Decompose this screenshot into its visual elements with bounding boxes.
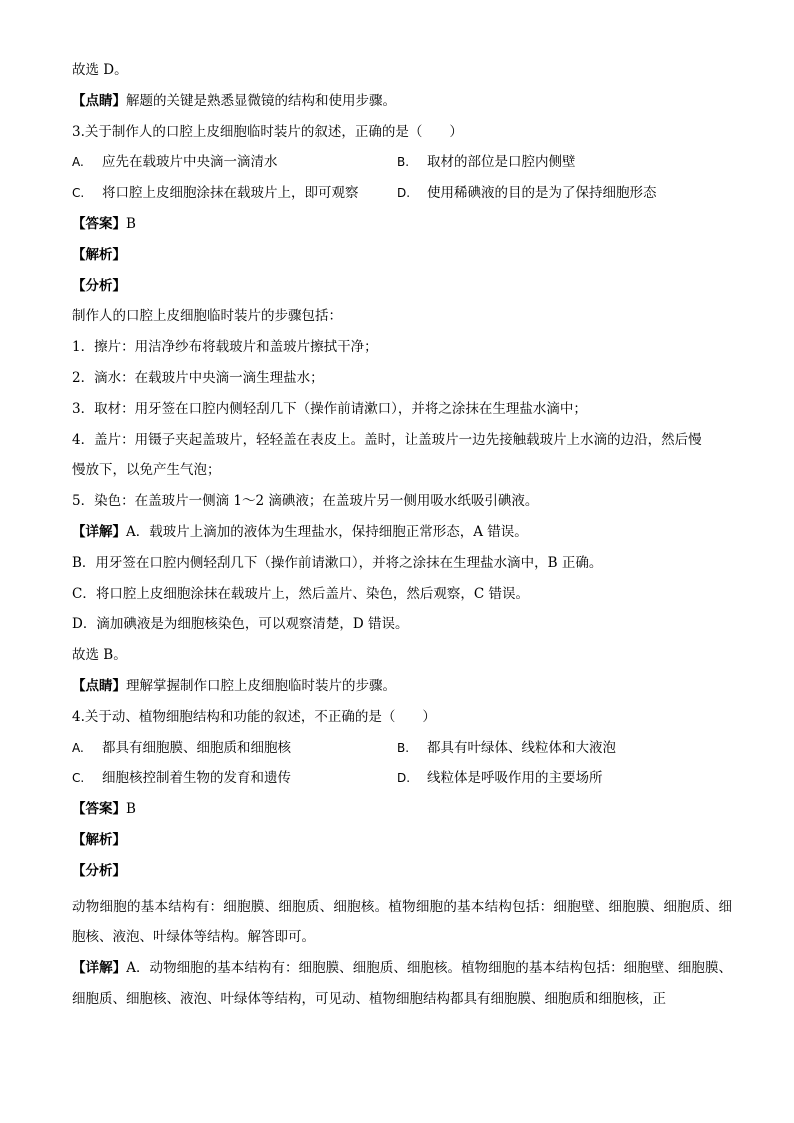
q4-option-d: D. 线粒体是呼吸作用的主要场所 xyxy=(397,770,603,787)
step-3: 3．取材：用牙签在口腔内侧轻刮几下（操作前请漱口），并将之涂抹在生理盐水滴中； xyxy=(72,400,587,417)
dianjing-tag: 【点睛】 xyxy=(72,92,126,109)
q4-answer xyxy=(72,799,732,819)
fenxi-heading: 【分析】 xyxy=(72,277,126,294)
detail-c: C．将口腔上皮细胞涂抹在载玻片上，然后盖片、染色，然后观察，C 错误。 xyxy=(72,585,529,602)
q4-option-c: C. 细胞核控制着生物的发育和遗传 xyxy=(72,770,291,787)
choice-line: 故选 D。 xyxy=(72,62,128,78)
step-4b: 慢放下，以免产生气泡； xyxy=(72,462,221,479)
jiexi-heading-2: 【解析】 xyxy=(72,831,126,848)
steps-intro: 制作人的口腔上皮细胞临时装片的步骤包括： xyxy=(72,308,342,325)
q3-options-row-1 xyxy=(72,152,732,172)
dianjing-tag-2: 【点睛】 xyxy=(72,677,126,694)
step-2: 2．滴水：在载玻片中央滴一滴生理盐水； xyxy=(72,369,324,386)
question-3: 3.关于制作人的口腔上皮细胞临时装片的叙述，正确的是（ ） xyxy=(72,123,463,140)
q3-option-a: A. 应先在载玻片中央滴一滴清水 xyxy=(72,154,278,171)
q3-option-b: B. 取材的部位是口腔内侧壁 xyxy=(397,154,576,171)
step-4a: 4．盖片：用镊子夹起盖玻片，轻轻盖在表皮上。盖时，让盖玻片一边先接触载玻片上水滴的边沿，然后慢 xyxy=(72,431,702,448)
answer-tag-2: 【答案】 xyxy=(72,801,126,818)
fenxi-heading-2: 【分析】 xyxy=(72,862,126,879)
step-5: 5．染色：在盖玻片一侧滴 1～2 滴碘液；在盖玻片另一侧用吸水纸吸引碘液。 xyxy=(72,493,539,510)
q3-options-row-2 xyxy=(72,183,732,203)
q3-option-d: D. 使用稀碘液的目的是为了保持细胞形态 xyxy=(397,185,657,202)
answer-tag: 【答案】 xyxy=(72,215,126,232)
answer-value: B xyxy=(126,215,136,232)
detail-b: B．用牙签在口腔内侧轻刮几下（操作前请漱口），并将之涂抹在生理盐水滴中，B 正确。 xyxy=(72,554,603,571)
answer-value-2: B xyxy=(126,801,136,818)
q4-options-row-2 xyxy=(72,768,732,788)
document-page xyxy=(72,60,732,1015)
q4-detail: 【详解】A．动物细胞的基本结构有：细胞膜、细胞质、细胞核。植物细胞的基本结构包括：细胞壁、细胞膜、细胞质、细胞核、液泡、叶绿体等结构，可见动、植物细胞结构都具有细胞膜、细胞质和细胞核，正 xyxy=(72,960,732,1007)
q4-analysis: 动物细胞的基本结构有：细胞膜、细胞质、细胞核。植物细胞的基本结构包括：细胞壁、细胞膜、细胞质、细胞核、液泡、叶绿体等结构。解答即可。 xyxy=(72,898,732,946)
detail-a: 【详解】A．载玻片上滴加的液体为生理盐水，保持细胞正常形态，A 错误。 xyxy=(72,523,528,540)
question-4: 4.关于动、植物细胞结构和功能的叙述，不正确的是（ ） xyxy=(72,708,436,725)
q4-option-a: A. 都具有细胞膜、细胞质和细胞核 xyxy=(72,739,291,756)
q3-choice: 故选 B。 xyxy=(72,647,127,664)
detail-d: D．滴加碘液是为细胞核染色，可以观察清楚，D 错误。 xyxy=(72,616,409,633)
detail-tag: 【详解】 xyxy=(72,523,126,540)
step-1: 1．擦片：用洁净纱布将载玻片和盖玻片擦拭干净； xyxy=(72,339,378,356)
detail-tag-2: 【详解】 xyxy=(72,960,127,977)
q4-option-b: B. 都具有叶绿体、线粒体和大液泡 xyxy=(397,739,616,756)
jiexi-heading: 【解析】 xyxy=(72,246,126,263)
q3-dianjing: 【点睛】理解掌握制作口腔上皮细胞临时装片的步骤。 xyxy=(72,677,396,694)
q3-option-c: C. 将口腔上皮细胞涂抹在载玻片上，即可观察 xyxy=(72,185,359,202)
dianjing-line xyxy=(72,91,732,111)
q3-answer xyxy=(72,214,732,234)
dianjing-text: 解题的关键是熟悉显微镜的结构和使用步骤。 xyxy=(126,92,396,109)
q4-options-row-1 xyxy=(72,738,732,758)
